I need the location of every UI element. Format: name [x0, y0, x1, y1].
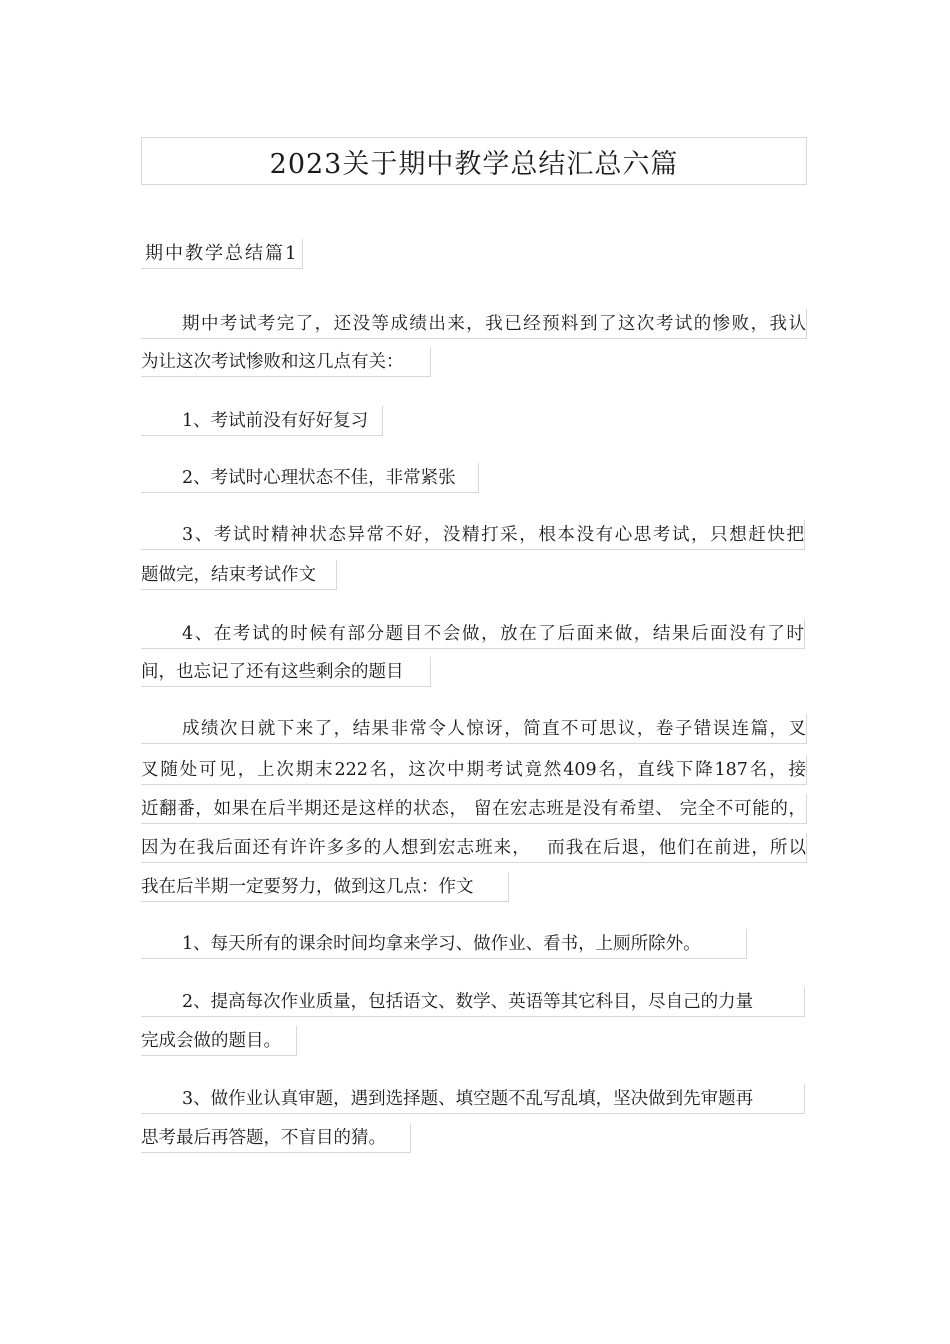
list-item: 1、考试前没有好好复习 [141, 406, 383, 436]
list-item: 2、提高每次作业质量，包括语文、数学、英语等其它科目，尽自己的力量 [141, 987, 805, 1017]
list-item: 题做完，结束考试作文 [141, 560, 337, 590]
list-item: 思考最后再答题，不盲目的猜。 [141, 1123, 411, 1153]
list-item: 间，也忘记了还有这些剩余的题目 [141, 657, 431, 687]
list-item: 2、考试时心理状态不佳，非常紧张 [141, 463, 479, 493]
list-item: 1、每天所有的课余时间均拿来学习、做作业、看书，上厕所除外。 [141, 929, 747, 959]
list-item: 4、在考试的时候有部分题目不会做，放在了后面来做，结果后面没有了时 [141, 619, 805, 649]
paragraph-line: 因为在我后面还有许许多多的人想到宏志班来， 而我在后退，他们在前进，所以 [141, 833, 807, 863]
paragraph-line: 近翻番，如果在后半期还是这样的状态， 留在宏志班是没有希望、 完全不可能的， [141, 794, 807, 824]
paragraph-line: 期中考试考完了，还没等成绩出来，我已经预料到了这次考试的惨败，我认 [141, 309, 807, 339]
document-title: 2023关于期中教学总结汇总六篇 [269, 148, 679, 180]
paragraph-line: 为让这次考试惨败和这几点有关： [141, 347, 431, 377]
paragraph-line: 我在后半期一定要努力，做到这几点：作文 [141, 872, 509, 902]
paragraph-line: 成绩次日就下来了，结果非常令人惊讶，简直不可思议，卷子错误连篇，叉 [141, 714, 807, 744]
list-item: 3、考试时精神状态异常不好，没精打采，根本没有心思考试，只想赶快把 [141, 520, 805, 550]
list-item: 完成会做的题目。 [141, 1026, 297, 1056]
list-item: 3、做作业认真审题，遇到选择题、填空题不乱写乱填，坚决做到先审题再 [141, 1084, 805, 1114]
paragraph-line: 叉随处可见，上次期末222名，这次中期考试竟然409名，直线下降187名，接 [141, 755, 807, 785]
section-heading: 期中教学总结篇1 [141, 239, 303, 269]
title-box [141, 137, 807, 185]
